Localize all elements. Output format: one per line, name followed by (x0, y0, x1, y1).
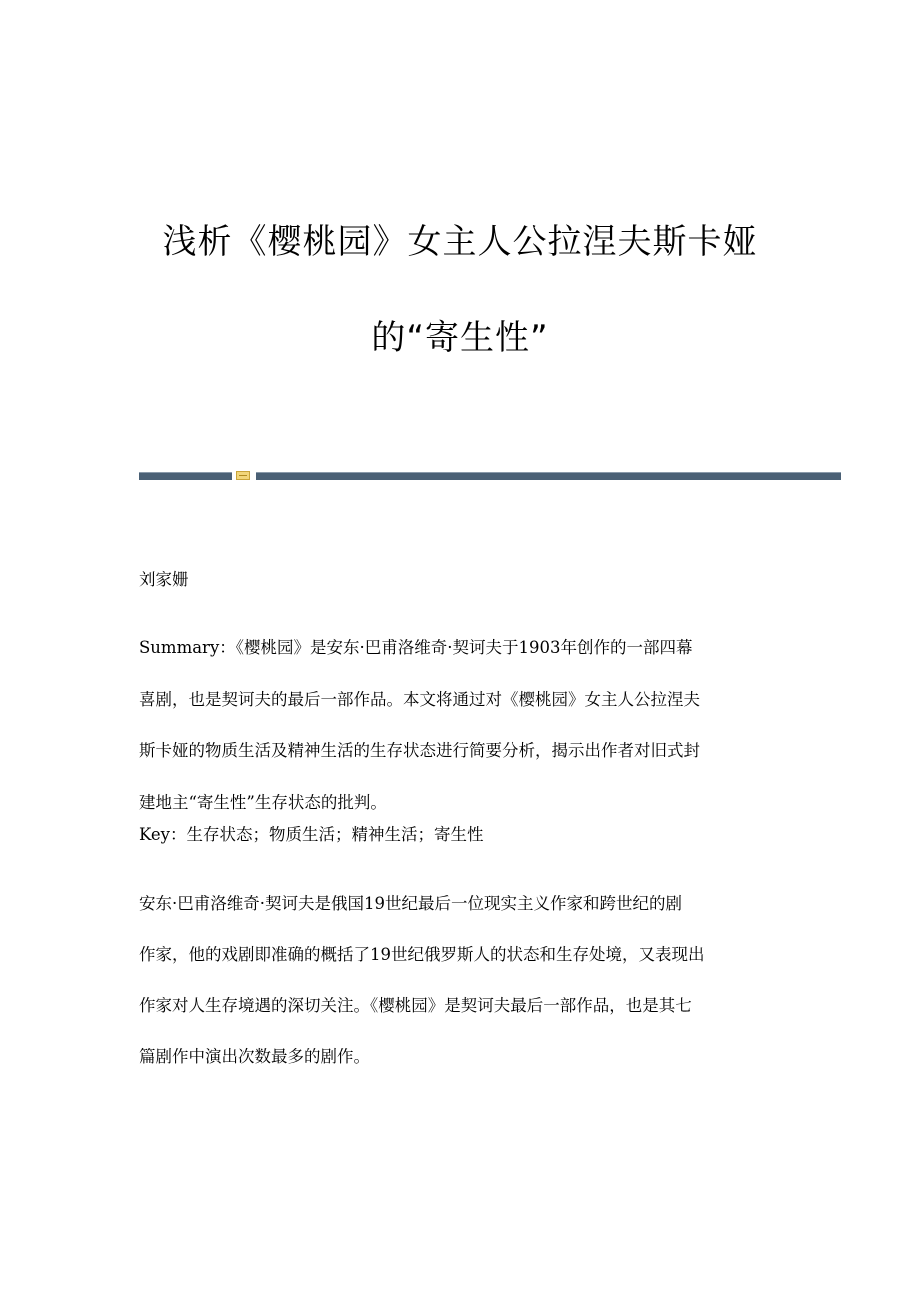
title-divider (139, 471, 841, 480)
keywords-line: Key：生存状态；物质生活；精神生活；寄生性 (139, 825, 484, 844)
document-title-line-2: 的“寄生性” (371, 318, 549, 358)
divider-badge-icon (236, 471, 250, 480)
author-name: 刘家姗 (139, 570, 189, 589)
body-paragraph-1: 安东·巴甫洛维奇·契诃夫是俄国19世纪最后一位现实主义作家和跨世纪的剧 作家，他的戏剧即准确的概括了19世纪俄罗斯人的状态和生存处境，又表现出 作家对人生存境遇的深切关注。《樱桃园》是契诃夫最后一部作品，也是其七 篇剧作中演出次数最多的剧作。 (139, 894, 705, 1066)
document-title-line-1: 浅析《樱桃园》女主人公拉涅夫斯卡娅 (162, 222, 758, 262)
summary-paragraph: Summary：《樱桃园》是安东·巴甫洛维奇·契诃夫于1903年创作的一部四幕 喜剧，也是契诃夫的最后一部作品。本文将通过对《樱桃园》女主人公拉涅夫 斯卡娅的物质生活及精神生活的生存状态进行简要分析，揭示出作者对旧式封 建地主“寄生性”生存状态的批判。 (139, 638, 700, 812)
divider-bar-left (139, 472, 232, 480)
divider-bar-right (256, 472, 841, 480)
